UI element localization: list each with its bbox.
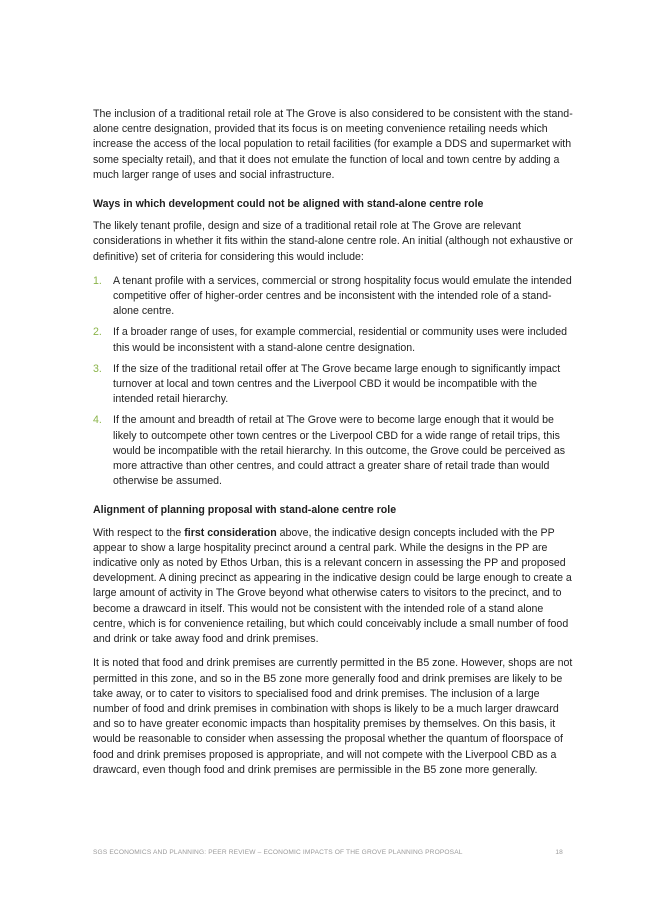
criteria-item <box>93 325 575 355</box>
criteria-number: 1. <box>93 274 102 287</box>
alignment-paragraph-1-rest: above, the indicative design concepts included with the PP appear to show a large hospitality precinct around a central park. While the designs in the PP are indicative only as noted by Ethos Urban, this is a relevant concern in assessing the PP and proposed development. A dining precinct as appearing in the indicative design could be large enough to create a large amount of activity in The Grove beyond what otherwise caters to visitors to the precinct, and to become a drawcard in itself. This would not be consistent with the intended role of a stand alone centre, which is for convenience retailing, but which could conceivably include a small number of food and drink or take away food and drink premises. <box>93 526 572 646</box>
section-heading-alignment: Alignment of planning proposal with stand-alone centre role <box>93 504 397 517</box>
intro-paragraph: The inclusion of a traditional retail role at The Grove is also considered to be consistent with the stand-alone centre designation, provided that its focus is on meeting convenience retailing needs which increase the access of the local population to retail facilities (for example a DDS and supermarket with some specialty retail), and that it does not emulate the function of local and town centre by adding a much larger range of uses and social infrastructure. <box>93 108 573 181</box>
criteria-number: 3. <box>93 362 102 375</box>
criteria-text: If the amount and breadth of retail at The Grove were to become large enough that it would be likely to outcompete other town centres or the Liverpool CBD for a wide range of retail trips, this would be incompatible with the retail hierarchy. In this outcome, the Grove could be perceived as more attractive than other centres, and could attract a greater share of retail trade than would otherwise be assumed. <box>113 414 566 488</box>
first-consideration-emphasis: first consideration <box>184 526 277 539</box>
section-heading-misalignment: Ways in which development could not be aligned with stand-alone centre role <box>93 198 484 211</box>
footer-title: SGS ECONOMICS AND PLANNING: PEER REVIEW – ECONOMIC IMPACTS OF THE GROVE PLANNING PROPOSAL <box>93 849 463 856</box>
alignment-paragraph-1 <box>93 526 575 648</box>
page-content <box>93 107 575 787</box>
page-number: 18 <box>555 849 563 856</box>
page-footer <box>93 849 563 856</box>
criteria-text: A tenant profile with a services, commercial or strong hospitality focus would emulate the intended competitive offer of higher-order centres and be inconsistent with the intended role of a stand-alone centre. <box>113 274 572 318</box>
criteria-number: 2. <box>93 326 102 339</box>
criteria-item <box>93 362 575 408</box>
criteria-text: If a broader range of uses, for example commercial, residential or community uses were included this would be inconsistent with a stand-alone centre designation. <box>113 326 567 354</box>
criteria-intro-paragraph: The likely tenant profile, design and size of a traditional retail role at The Grove are relevant considerations in whether it fits within the stand-alone centre role. An initial (although not exhaustive or definitive) set of criteria for considering this would include: <box>93 220 573 263</box>
alignment-paragraph-1-prefix: With respect to the <box>93 526 185 539</box>
criteria-item <box>93 274 575 320</box>
criteria-item <box>93 413 575 489</box>
criteria-list <box>93 274 575 490</box>
criteria-text: If the size of the traditional retail offer at The Grove became large enough to significantly impact turnover at local and town centres and the Liverpool CBD it would be incompatible with the intended retail hierarchy. <box>113 362 561 406</box>
alignment-paragraph-2: It is noted that food and drink premises are currently permitted in the B5 zone. However, shops are not permitted in this zone, and so in the B5 zone more generally food and drink premises are likely to be take away, or to cater to visitors to specialised food and drink premises. The inclusion of a large number of food and drink premises in combination with shops is likely to be a much larger drawcard and so to have greater economic impacts than hospitality premises by themselves. On this basis, it would be reasonable to consider when assessing the proposal whether the quantum of floorspace of food and drink premises proposed is appropriate, and will not compete with the Liverpool CBD as a drawcard, even though food and drink premises are permissible in the B5 zone more generally. <box>93 657 573 776</box>
criteria-number: 4. <box>93 414 102 427</box>
